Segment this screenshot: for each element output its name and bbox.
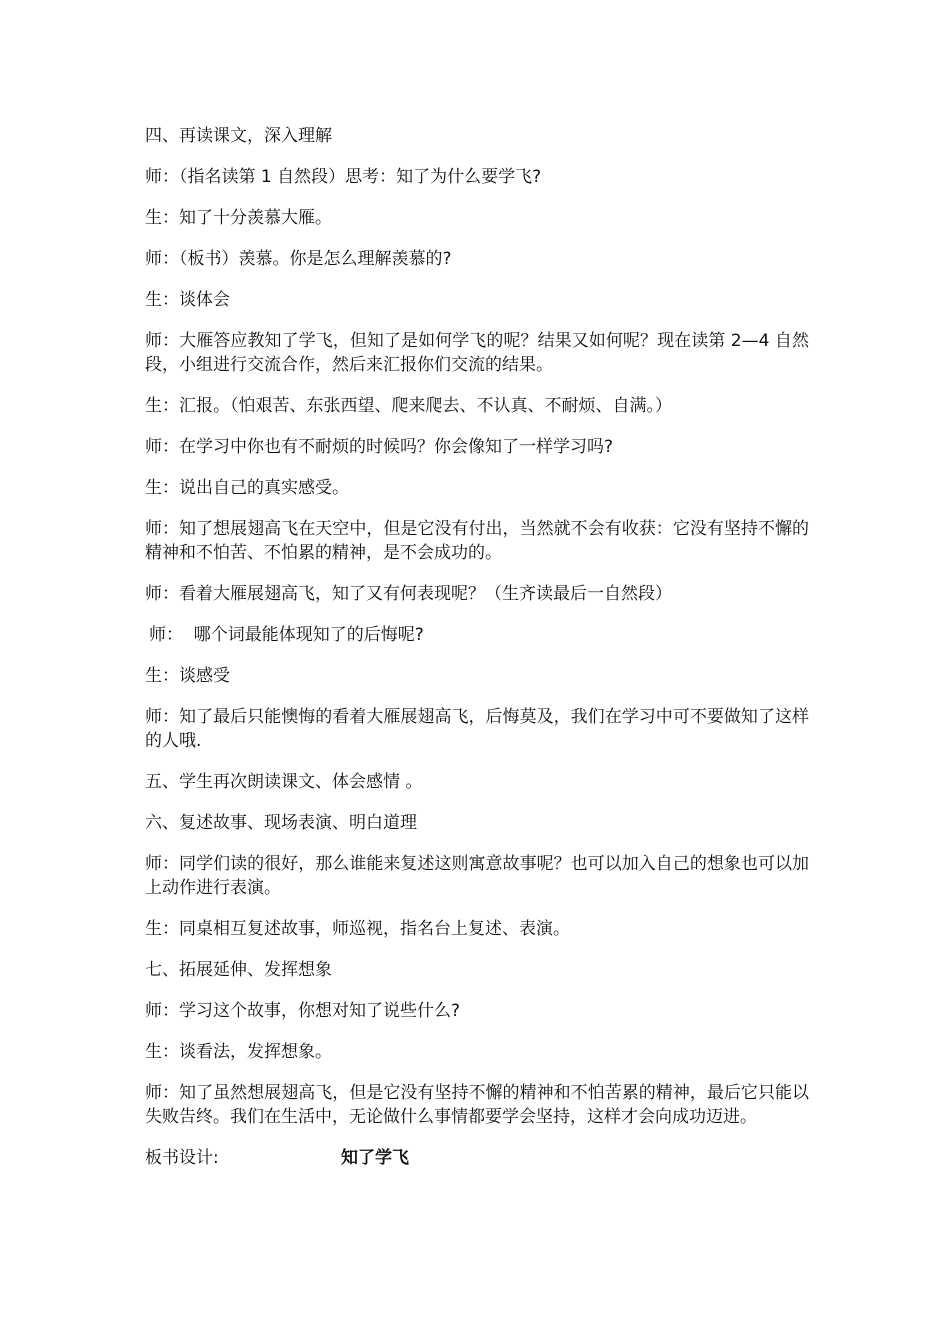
teacher-line: 师：知了虽然想展翅高飞，但是它没有坚持不懈的精神和不怕苦累的精神，最后它只能以失败告终。我们在生活中，无论做什么事情都要学会坚持，这样才会向成功迈进。 [145,1083,809,1127]
student-line: 生：谈感受 [145,666,230,686]
document-page [145,124,809,1170]
student-line: 生：说出自己的真实感受。 [145,478,349,498]
student-line: 生：知了十分羡慕大雁。 [145,208,332,228]
section-heading-7: 七、拓展延伸、发挥想象 [145,960,332,980]
teacher-line: 师：看着大雁展翅高飞，知了又有何表现呢？（生齐读最后一自然段） [145,584,672,604]
student-line: 生：谈体会 [145,290,230,310]
section-heading-6: 六、复述故事、现场表演、明白道理 [145,813,417,833]
teacher-line: 师：知了最后只能懊悔的看着大雁展翅高飞，后悔莫及，我们在学习中可不要做知了这样的人哦. [145,707,809,751]
teacher-line: 师：（指名读第 1 自然段）思考：知了为什么要学飞? [145,167,542,187]
teacher-line: 师：同学们读的很好，那么谁能来复述这则寓意故事呢？也可以加入自己的想象也可以加上动作进行表演。 [145,854,809,898]
student-line: 生：汇报。（怕艰苦、东张西望、爬来爬去、不认真、不耐烦、自满。） [145,396,672,416]
section-heading-5: 五、学生再次朗读课文、体会感情 。 [145,772,423,792]
section-heading-4: 四、再读课文，深入理解 [145,126,332,146]
teacher-line: 师：知了想展翅高飞在天空中，但是它没有付出，当然就不会有收获：它没有坚持不懈的精神和不怕苦、不怕累的精神，是不会成功的。 [145,519,809,563]
student-line: 生：同桌相互复述故事，师巡视，指名台上复述、表演。 [145,919,570,939]
teacher-line: 师： 哪个词最能体现知了的后悔呢? [149,625,424,645]
student-line: 生：谈看法，发挥想象。 [145,1042,332,1062]
board-design-title: 知了学飞 [341,1148,409,1168]
teacher-line: 师：在学习中你也有不耐烦的时候吗？你会像知了一样学习吗? [145,437,614,457]
teacher-line: 师：学习这个故事，你想对知了说些什么? [145,1001,461,1021]
board-design [145,1146,809,1170]
teacher-line: 师：大雁答应教知了学飞，但知了是如何学飞的呢？结果又如何呢？现在读第 2—4 自然段，小组进行交流合作，然后来汇报你们交流的结果。 [145,331,809,375]
teacher-line: 师：（板书）羡慕。你是怎么理解羡慕的? [145,249,452,269]
board-design-label: 板书设计: [145,1148,219,1168]
